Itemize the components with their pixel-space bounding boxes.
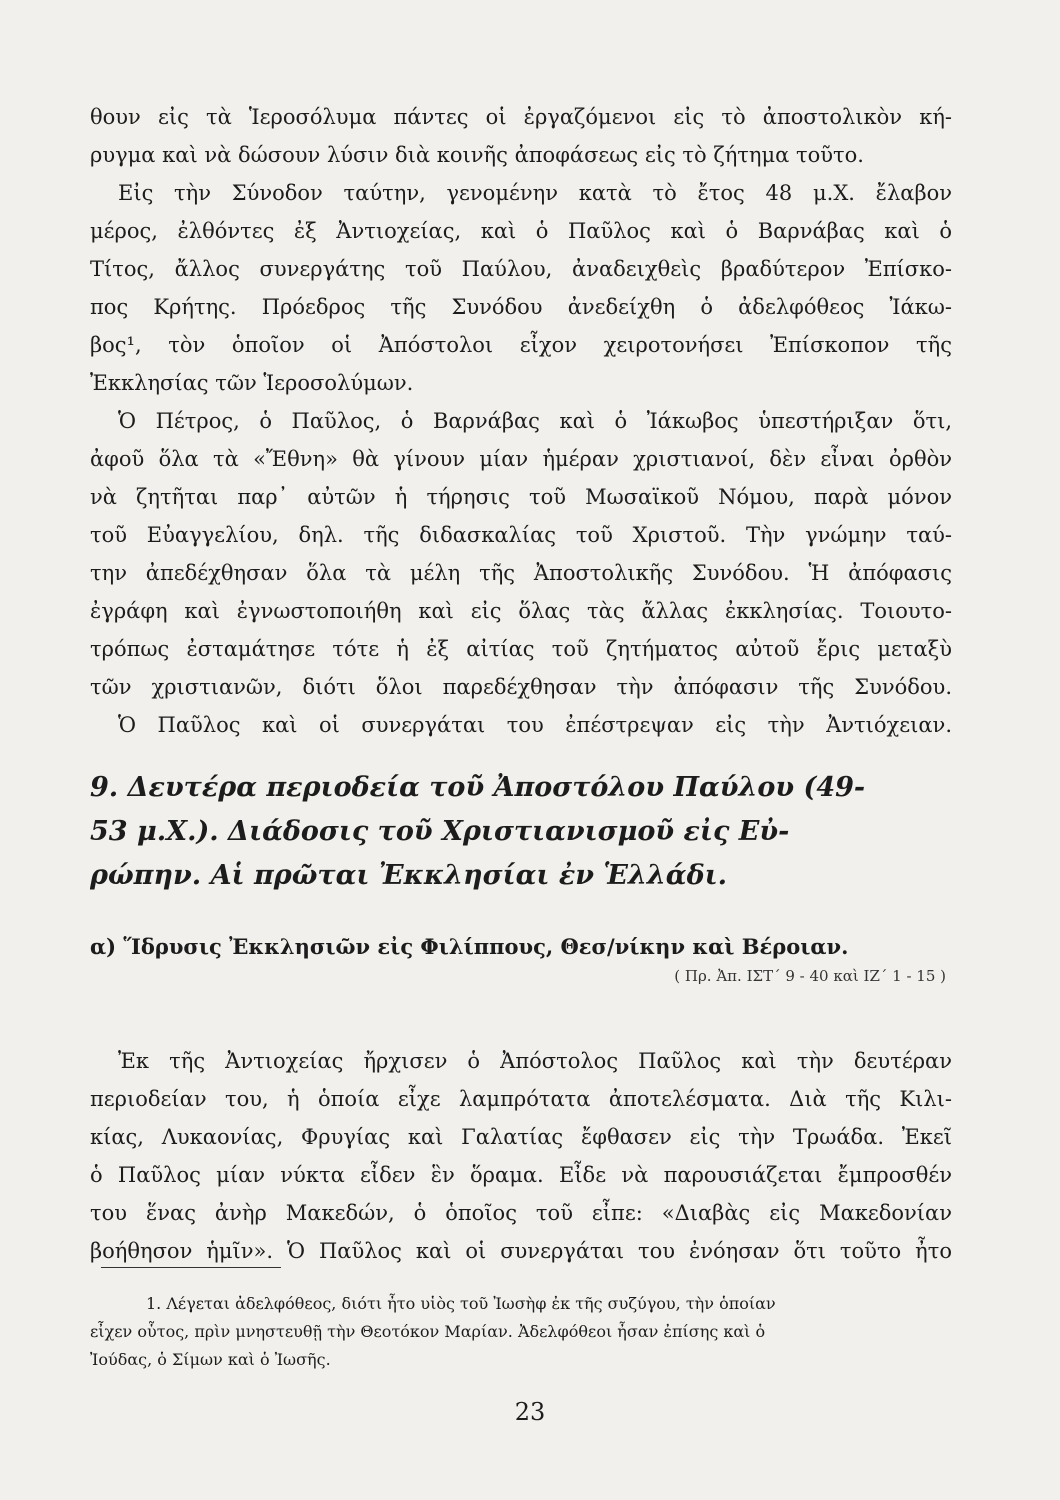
paragraph-second-journey: [90, 1042, 952, 1270]
text-line: ἐγράφη καὶ ἐγνωστοποιήθη καὶ εἰς ὅλας τὰς ἄλλας ἐκκλησίας. Τοιουτο-: [90, 599, 952, 623]
scripture-reference: ( Πρ. Ἀπ. ΙΣΤ΄ 9 - 40 καὶ ΙΖ΄ 1 - 15 ): [674, 967, 946, 985]
text-line: Ἐκκλησίας τῶν Ἱεροσολύμων.: [90, 371, 414, 395]
text-line: ρυγμα καὶ νὰ δώσουν λύσιν διὰ κοινῆς ἀποφάσεως εἰς τὸ ζήτημα τοῦτο.: [90, 143, 864, 167]
heading-line: 53 μ.Χ.). Διάδοσις τοῦ Χριστιανισμοῦ εἰς Εὐ-: [90, 816, 790, 847]
subsection: [90, 930, 952, 988]
text-line: την ἀπεδέχθησαν ὅλα τὰ μέλη τῆς Ἀποστολικῆς Συνόδου. Ἡ ἀπόφασις: [90, 561, 952, 585]
text-line: τῶν χριστιανῶν, διότι ὅλοι παρεδέχθησαν τὴν ἀπόφασιν τῆς Συνόδου.: [90, 675, 952, 699]
text-line: τοῦ Εὐαγγελίου, δηλ. τῆς διδασκαλίας τοῦ Χριστοῦ. Τὴν γνώμην ταύ-: [90, 523, 952, 547]
footnote: [90, 1290, 952, 1374]
text-line: κίας, Λυκαονίας, Φρυγίας καὶ Γαλατίας ἔφθασεν εἰς τὴν Τρωάδα. Ἐκεῖ: [90, 1125, 952, 1149]
subsection-title: α) Ἵδρυσις Ἐκκλησιῶν εἰς Φιλίππους, Θεσ/νίκην καὶ Βέροιαν.: [90, 934, 849, 959]
text-line: βοήθησον ἡμῖν». Ὁ Παῦλος καὶ οἱ συνεργάται του ἐνόησαν ὅτι τοῦτο ἦτο: [90, 1239, 952, 1263]
page-number: 23: [514, 1398, 546, 1426]
footnote-line: εἶχεν οὗτος, πρὶν μνηστευθῇ τὴν Θεοτόκον Μαρίαν. Ἀδελφόθεοι ἦσαν ἐπίσης καὶ ὁ: [90, 1322, 766, 1341]
text-line: τρόπως ἐσταμάτησε τότε ἡ ἐξ αἰτίας τοῦ ζητήματος αὐτοῦ ἔρις μεταξὺ: [90, 637, 952, 661]
text-line: του ἕνας ἀνὴρ Μακεδών, ὁ ὁποῖος τοῦ εἶπε: «Διαβὰς εἰς Μακεδονίαν: [90, 1201, 952, 1225]
text-line: Ὁ Παῦλος καὶ οἱ συνεργάται του ἐπέστρεψαν εἰς τὴν Ἀντιόχειαν.: [118, 713, 952, 737]
text-line: Ὁ Πέτρος, ὁ Παῦλος, ὁ Βαρνάβας καὶ ὁ Ἰάκωβος ὑπεστήριξαν ὅτι,: [118, 409, 952, 433]
text-line: μέρος, ἐλθόντες ἐξ Ἀντιοχείας, καὶ ὁ Παῦλος καὶ ὁ Βαρνάβας καὶ ὁ: [90, 219, 952, 243]
text-line: θουν εἰς τὰ Ἱεροσόλυμα πάντες οἱ ἐργαζόμενοι εἰς τὸ ἀποστολικὸν κή-: [90, 105, 952, 129]
text-line: ὁ Παῦλος μίαν νύκτα εἶδεν ἓν ὅραμα. Εἶδε νὰ παρουσιάζεται ἔμπροσθέν: [90, 1163, 952, 1187]
text-line: περιοδείαν του, ἡ ὁποία εἶχε λαμπρότατα ἀποτελέσματα. Διὰ τῆς Κιλι-: [90, 1087, 952, 1111]
heading-line: ρώπην. Αἱ πρῶται Ἐκκλησίαι ἐν Ἑλλάδι.: [90, 860, 728, 891]
text-line: νὰ ζητῆται παρ᾽ αὐτῶν ἡ τήρησις τοῦ Μωσαϊκοῦ Νόμου, παρὰ μόνον: [90, 485, 952, 509]
text-line: Ἐκ τῆς Ἀντιοχείας ἤρχισεν ὁ Ἀπόστολος Παῦλος καὶ τὴν δευτέραν: [118, 1049, 952, 1073]
text-line: πος Κρήτης. Πρόεδρος τῆς Συνόδου ἀνεδείχθη ὁ ἀδελφόθεος Ἰάκω-: [90, 295, 952, 319]
footnote-line: Ἰούδας, ὁ Σίμων καὶ ὁ Ἰωσῆς.: [90, 1350, 331, 1369]
section-heading: [90, 766, 952, 898]
footnote-line: 1. Λέγεται ἀδελφόθεος, διότι ἦτο υἱὸς τοῦ Ἰωσὴφ ἐκ τῆς συζύγου, τὴν ὁποίαν: [146, 1294, 776, 1313]
text-line: Εἰς τὴν Σύνοδον ταύτην, γενομένην κατὰ τὸ ἔτος 48 μ.Χ. ἔλαβον: [118, 181, 952, 205]
paragraph-apostolic-council: [90, 98, 952, 744]
text-line: βος¹, τὸν ὁποῖον οἱ Ἀπόστολοι εἶχον χειροτονήσει Ἐπίσκοπον τῆς: [90, 333, 952, 357]
text-line: ἀφοῦ ὅλα τὰ «Ἔθνη» θὰ γίνουν μίαν ἡμέραν χριστιανοί, δὲν εἶναι ὀρθὸν: [90, 447, 952, 471]
text-line: Τίτος, ἄλλος συνεργάτης τοῦ Παύλου, ἀναδειχθεὶς βραδύτερον Ἐπίσκο-: [90, 257, 952, 281]
heading-line: 9. Δευτέρα περιοδεία τοῦ Ἀποστόλου Παύλου (49-: [90, 772, 866, 803]
footnote-divider: [101, 1267, 281, 1268]
